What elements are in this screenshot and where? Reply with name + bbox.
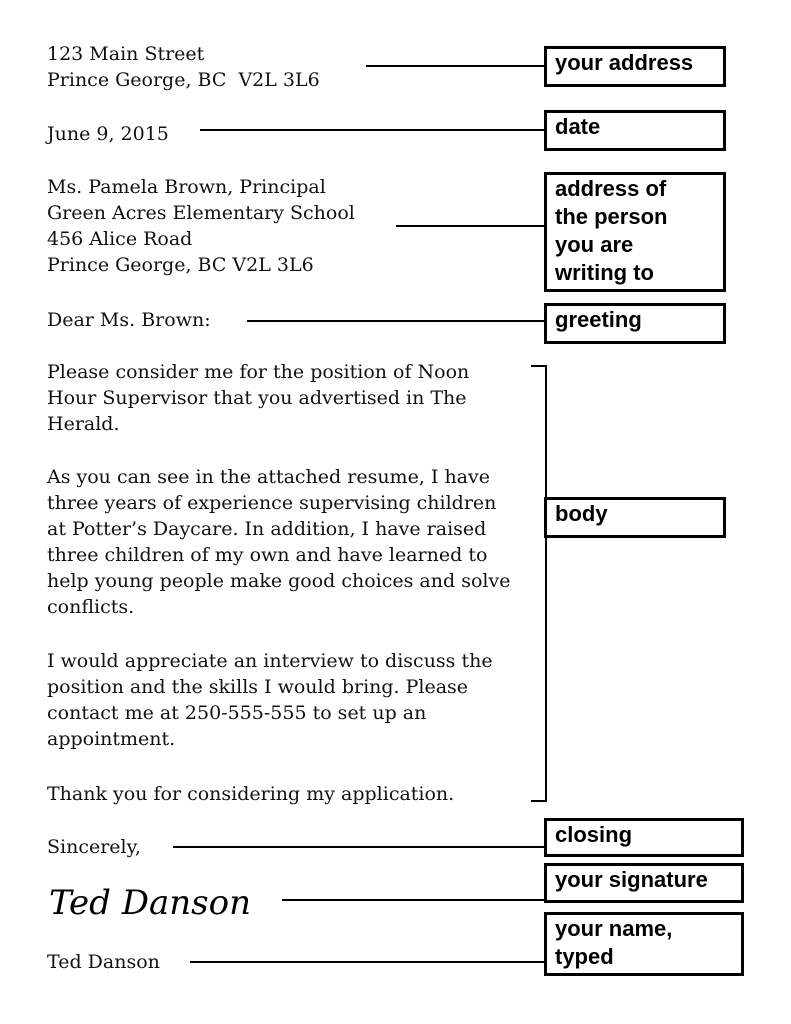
body-line: Please consider me for the position of Noon [47,361,470,383]
recipient-line-3: 456 Alice Road [47,228,193,250]
sender-address-line-1: 123 Main Street [47,43,205,65]
body-line: conflicts. [47,596,135,618]
typed-name: Ted Danson [47,951,160,973]
body-line: Hour Supervisor that you advertised in The [47,387,467,409]
body-line: help young people make good choices and solve [47,570,511,592]
letter-date: June 9, 2015 [47,123,169,145]
recipient-line-2: Green Acres Elementary School [47,202,355,224]
sender-address-line-2: Prince George, BC V2L 3L6 [47,69,320,91]
handwritten-signature: Ted Danson [49,883,251,923]
label-body: body [544,497,726,538]
body-line: I would appreciate an interview to discuss the [47,650,493,672]
recipient-connector-line [396,225,546,227]
label-your-address: your address [544,46,726,87]
closing-text: Sincerely, [47,836,141,858]
signature-connector-line [282,899,546,901]
label-your-signature: your signature [544,863,744,903]
body-line: contact me at 250-555-555 to set up an [47,702,427,724]
body-line: at Potter’s Daycare. In addition, I have raised [47,518,487,540]
body-bracket [531,365,547,802]
label-your-name-typed: your name, typed [544,912,744,976]
date-connector-line [200,129,546,131]
greeting-text: Dear Ms. Brown: [47,309,211,331]
greeting-connector-line [247,320,546,322]
body-line: position and the skills I would bring. Please [47,676,469,698]
body-line: three children of my own and have learned to [47,544,488,566]
body-line: appointment. [47,728,176,750]
body-line: Thank you for considering my application. [47,783,455,805]
label-closing: closing [544,818,744,857]
label-date: date [544,110,726,151]
body-line: As you can see in the attached resume, I have [47,466,490,488]
recipient-line-1: Ms. Pamela Brown, Principal [47,176,326,198]
typed-name-connector-line [190,961,546,963]
address-connector-line [366,65,546,67]
body-line: three years of experience supervising children [47,492,497,514]
label-recipient-address: address of the person you are writing to [544,172,726,292]
closing-connector-line [173,846,546,848]
recipient-line-4: Prince George, BC V2L 3L6 [47,254,314,276]
label-greeting: greeting [544,303,726,344]
body-line: Herald. [47,413,120,435]
